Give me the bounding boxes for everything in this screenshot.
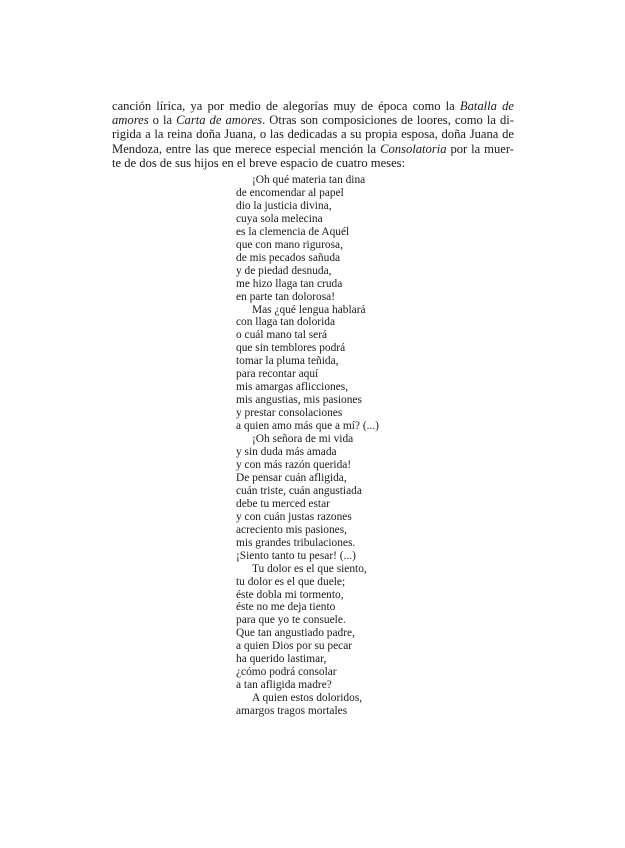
poem-verse: Que tan angustiado padre, [236, 627, 355, 640]
poem-verse: y con más razón querida! [236, 458, 352, 471]
prose-paragraph [112, 99, 514, 170]
poem-verse: me hizo llaga tan cruda [236, 277, 343, 290]
italic-title: Consolatoria [380, 141, 447, 156]
poem-verse: De pensar cuán afligida, [236, 471, 347, 484]
poem-verse: es la clemencia de Aquél [236, 225, 350, 238]
poem-verse: Tu dolor es el que siento, [252, 562, 367, 575]
poem-verse: amargos tragos mortales [236, 705, 348, 718]
poem-verse: de mis pecados sañuda [236, 251, 341, 264]
poem-verse: para recontar aquí [236, 368, 319, 381]
poem-verse: ¡Oh señora de mi vida [252, 433, 354, 446]
prose-line [112, 142, 514, 156]
poem-verse: éste dobla mi tormento, [236, 588, 344, 601]
italic-title: Carta de amores [176, 113, 263, 128]
poem-verse: y sin duda más amada [236, 446, 337, 459]
poem-verse: que sin temblores podrá [236, 342, 346, 355]
poem-verse: con llaga tan dolorida [236, 316, 336, 329]
poem-verse: de encomendar al papel [236, 186, 344, 199]
prose-text: Mendoza, entre las que merece especial mención la [112, 141, 381, 156]
poem-verse: tu dolor es el que duele; [236, 575, 346, 588]
poem-verse: y prestar consolaciones [236, 407, 343, 420]
poem-verse: a quien amo más que a mí? (...) [236, 420, 379, 433]
poem-verse: tomar la pluma teñida, [236, 355, 339, 368]
prose-text: te de dos de sus hijos en el breve espacio de cuatro meses: [112, 155, 406, 170]
poem-verse: en parte tan dolorosa! [236, 290, 335, 303]
poem-verse: o cuál mano tal será [236, 329, 328, 342]
poem-verse: a tan afligida madre? [236, 679, 332, 692]
poem-verse: y de piedad desnuda, [236, 264, 332, 277]
poem-verse: a quien Dios por su pecar [236, 640, 353, 653]
poem-verse: mis amargas aflicciones, [236, 381, 349, 394]
poem-verse: dio la justicia divina, [236, 199, 332, 212]
prose-text: . Otras son composiciones de loores, como la di- [262, 113, 514, 128]
poem-verse: ha querido lastimar, [236, 653, 327, 666]
prose-text: por la muer- [446, 141, 514, 156]
prose-text: o la [148, 113, 177, 128]
prose-line [112, 156, 514, 170]
prose-line [112, 127, 514, 141]
poem-verse: A quien estos doloridos, [252, 692, 363, 705]
prose-line [112, 99, 514, 113]
poem-verse: acreciento mis pasiones, [236, 523, 348, 536]
poem-verse: ¡Oh qué materia tan dina [252, 174, 366, 186]
poem-verse: cuán triste, cuán angustiada [236, 484, 362, 497]
poem-verse: mis grandes tribulaciones. [236, 536, 356, 549]
italic-title: Batalla de [459, 99, 514, 113]
poem-verse: que con mano rigurosa, [236, 238, 343, 251]
poem-verse: para que yo te consuele. [236, 614, 346, 627]
italic-title: amores [112, 113, 149, 128]
poem-verse: cuya sola melecina [236, 212, 323, 225]
poem-verse: y con cuán justas razones [236, 510, 352, 523]
prose-text: rigida a la reina doña Juana, o las dedicadas a su propia esposa, doña Juana de [112, 127, 514, 142]
prose-line [112, 113, 514, 127]
poem-verse: debe tu merced estar [236, 497, 330, 510]
poem-verse: Mas ¿qué lengua hablará [252, 303, 366, 316]
poem-verse: ¡Siento tanto tu pesar! (...) [236, 549, 356, 562]
poem-verse: mis angustias, mis pasiones [236, 394, 362, 407]
poem-excerpt [236, 174, 379, 718]
poem-verse: ¿cómo podrá consolar [236, 666, 337, 679]
prose-text: canción lírica, ya por medio de alegorías muy de época como la [112, 99, 460, 113]
poem-verse: éste no me deja tiento [236, 601, 336, 614]
